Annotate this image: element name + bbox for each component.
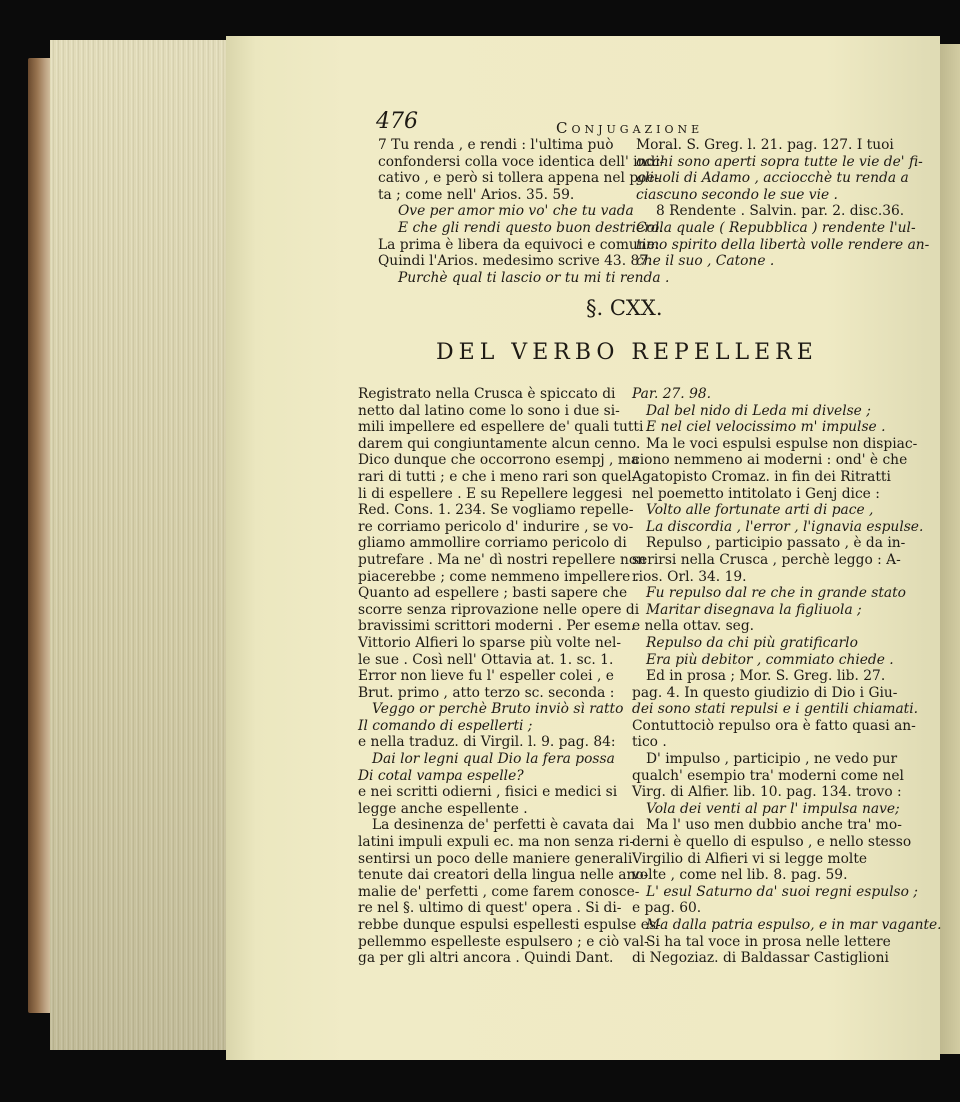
text-line: 8 Rendente . Salvin. par. 2. disc.36. — [656, 203, 905, 220]
verse-line: Dal bel nido di Leda mi divelse ; — [646, 402, 871, 419]
text-line: Colla quale ( Repubblica ) rendente l'ul- — [636, 219, 916, 236]
text-line: pellemmo espelleste espulsero ; e ciò val- — [358, 933, 649, 950]
text-line: ta ; come nell' Arios. 35. 59. — [378, 186, 575, 203]
text-line: qualch' esempio tra' moderni come nel — [632, 767, 904, 784]
text-line: scorre senza riprovazione nelle opere di — [358, 601, 640, 618]
text-line: derni è quello di espulso , e nello stesso — [632, 834, 912, 851]
text-line: 7 Tu renda , e rendi : l'ultima può — [378, 137, 614, 153]
text-line: Ma l' uso men dubbio anche tra' mo- — [646, 817, 902, 834]
text-line: pag. 4. In questo giudizio di Dio i Giu- — [632, 684, 898, 701]
text-line: serirsi nella Crusca , perchè leggo : A- — [632, 551, 901, 568]
verse-line: Ove per amor mio vo' che tu vada — [398, 203, 634, 220]
verse-line: Repulso da chi più gratificarlo — [646, 634, 858, 651]
text-line: Ma le voci espulsi espulse non dispiac- — [646, 435, 918, 452]
verse-line: La discordia , l'error , l'ignavia espulse. — [646, 518, 924, 535]
text-line: netto dal latino come lo sono i due si- — [358, 402, 620, 419]
section-title: DEL VERBO REPELLERE — [436, 340, 818, 365]
text-line: Quanto ad espellere ; basti sapere che — [358, 585, 628, 602]
verse-line: Dai lor legni qual Dio la fera possa — [372, 751, 615, 768]
text-line: Vittorio Alfieri lo sparse più volte nel- — [358, 634, 622, 651]
text-line: e pag. 60. — [632, 900, 702, 917]
text-line: le sue . Così nell' Ottavia at. 1. sc. 1. — [358, 651, 614, 668]
verse-line: Maritar disegnava la figliuola ; — [646, 601, 862, 618]
text-line: timo spirito della libertà volle rendere an- — [636, 236, 930, 253]
text-line: darem qui congiuntamente alcun cenno. — [358, 435, 641, 452]
verse-line: Fu repulso dal re che in grande stato — [646, 585, 906, 602]
text-line: gliamo ammollire corriamo pericolo di — [358, 535, 627, 552]
text-line: La prima è libera da equivoci e comune: — [378, 236, 660, 253]
text-line: e nei scritti odierni , fisici e medici si — [358, 784, 618, 801]
page-block-shadow — [50, 40, 228, 1050]
text-line: Si ha tal voce in prosa nelle lettere — [646, 933, 891, 950]
verse-line: Veggo or perchè Bruto inviò sì ratto — [372, 701, 624, 718]
text-line: La desinenza de' perfetti è cavata dai — [372, 817, 635, 834]
text-line: Dico dunque che occorrono esempj , ma — [358, 452, 640, 469]
top-right-column — [636, 137, 930, 270]
text-line: re nel §. ultimo di quest' opera . Si di- — [358, 900, 622, 917]
text-line: dei sono stati repulsi e i gentili chiamati. — [632, 701, 919, 718]
text-line: rebbe dunque espulsi espellesti espulse es- — [358, 917, 661, 933]
text-line: ciascuno secondo le sue vie . — [636, 186, 838, 203]
text-line: occhi sono aperti sopra tutte le vie de' fi- — [636, 153, 923, 170]
verse-line: Vola dei venti al par l' impulsa nave; — [646, 800, 900, 817]
verse-line: Di cotal vampa espelle? — [358, 767, 524, 784]
text-line: Virgilio di Alfieri vi si legge molte — [632, 850, 868, 867]
book-page — [226, 36, 940, 1060]
text-line: tico . — [632, 734, 667, 751]
verse-line: E nel ciel velocissimo m' impulse . — [646, 419, 886, 436]
running-title: Conjugazione — [556, 119, 704, 137]
text-line: bravissimi scrittori moderni . Per esem. — [358, 618, 636, 635]
text-line: cativo , e però si tollera appena nel poe- — [378, 170, 660, 187]
text-line: sentirsi un poco delle maniere generali — [358, 850, 633, 867]
verse-line: Purchè qual ti lascio or tu mi ti renda . — [398, 269, 670, 286]
text-line: nel poemetto intitolato i Genj dice : — [632, 485, 880, 502]
text-line: Agatopisto Cromaz. in fin dei Ritratti — [632, 468, 891, 485]
text-line: Repulso , participio passato , è da in- — [646, 535, 906, 552]
verse-line: E che gli rendi questo buon destriero. — [398, 219, 664, 236]
text-line: Red. Cons. 1. 234. Se vogliamo repelle- — [358, 502, 634, 519]
text-line: tenute dai creatori della lingua nelle ano- — [358, 867, 649, 884]
verse-line: Il comando di espellerti ; — [358, 717, 533, 734]
text-line: putrefare . Ma ne' dì nostri repellere non — [358, 551, 647, 568]
text-line: gliuoli di Adamo , acciocchè tu renda a — [636, 170, 909, 187]
text-line: confondersi colla voce identica dell' indi- — [378, 153, 665, 170]
page-number: 476 — [376, 109, 418, 134]
text-line: D' impulso , participio , ne vedo pur — [646, 751, 898, 768]
text-line: e nella ottav. seg. — [632, 618, 755, 635]
verse-line: Ma dalla patria espulso, e in mar vagante. — [646, 917, 942, 933]
book-cover-edge — [28, 58, 52, 1013]
text-line: di Negoziaz. di Baldassar Castiglioni — [632, 950, 889, 967]
text-line: Registrato nella Crusca è spiccato di — [358, 386, 616, 402]
right-text-column — [632, 386, 942, 967]
left-text-column — [358, 386, 661, 967]
text-line: che il suo , Catone . — [636, 253, 775, 270]
text-line: Moral. S. Greg. l. 21. pag. 127. I tuoi — [636, 137, 894, 153]
verse-line: L' esul Saturno da' suoi regni espulso ; — [646, 883, 918, 900]
text-line: re corriamo pericolo d' indurire , se vo- — [358, 518, 634, 535]
text-line: Par. 27. 98. — [632, 386, 712, 402]
text-line: rari di tutti ; e che i meno rari son quel- — [358, 468, 637, 485]
verse-line: Volto alle fortunate arti di pace , — [646, 502, 874, 519]
text-line: ciono nemmeno ai moderni : ond' è che — [632, 452, 908, 469]
text-line: Error non lieve fu l' espeller colei , e — [358, 668, 614, 685]
text-line: latini impuli expuli ec. ma non senza ri- — [358, 834, 635, 851]
verse-line: Era più debitor , commiato chiede . — [646, 651, 894, 668]
text-line: piacerebbe ; come nemmeno impellere . — [358, 568, 640, 585]
text-line: Virg. di Alfier. lib. 10. pag. 134. trovo : — [632, 784, 902, 801]
text-line: Quindi l'Arios. medesimo scrive 43. 87. — [378, 253, 653, 270]
text-line: malie de' perfetti , come farem conosce- — [358, 883, 640, 900]
text-line: volte , come nel lib. 8. pag. 59. — [632, 867, 848, 884]
text-line: li di espellere . E su Repellere leggesi — [358, 485, 623, 502]
top-left-column — [378, 137, 670, 286]
text-line: Contuttociò repulso ora è fatto quasi an- — [632, 717, 916, 734]
text-line: mili impellere ed espellere de' quali tutti — [358, 419, 644, 436]
text-line: Ed in prosa ; Mor. S. Greg. lib. 27. — [646, 668, 886, 685]
text-line: e nella traduz. di Virgil. l. 9. pag. 84: — [358, 734, 616, 751]
text-line: rios. Orl. 34. 19. — [632, 568, 747, 585]
text-line: ga per gli altri ancora . Quindi Dant. — [358, 950, 614, 967]
text-line: legge anche espellente . — [358, 800, 528, 817]
section-number: §. CXX. — [586, 296, 663, 320]
text-line: Brut. primo , atto terzo sc. seconda : — [358, 684, 615, 701]
